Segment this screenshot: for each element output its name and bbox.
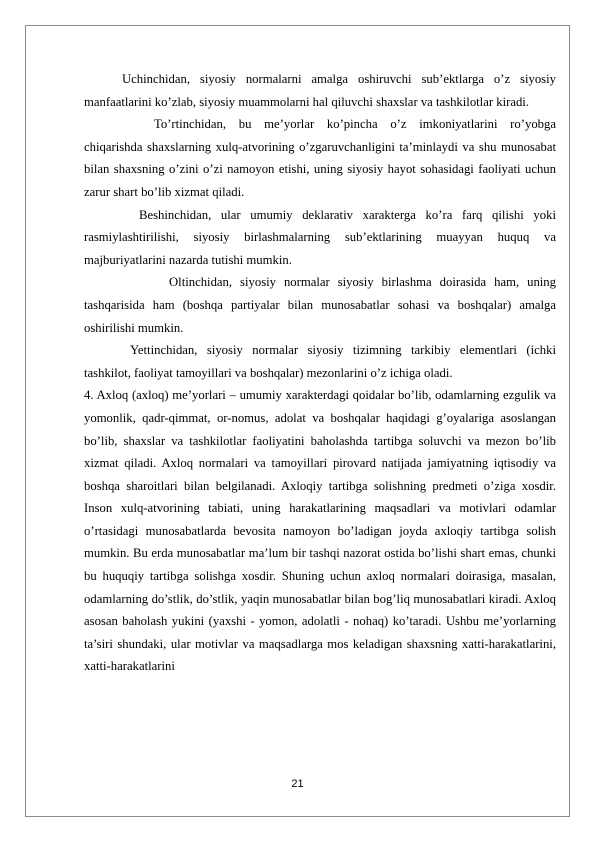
paragraph-tortinchidan: To’rtinchidan, bu me’yorlar ko’pincha o’z imkoniyatlarini ro’yobga chiqarishda shaxslarning xulq-atvorining o’zgaruvchanligini ta’minlaydi va shu munosabat bilan shaxsning o’zini o’zi namoyon etishi, uning siyosiy hayot sohasidagi faoliyati uchun zarur shart bo’lib xizmat qiladi.: [84, 117, 556, 199]
paragraph-beshinchidan: Beshinchidan, ular umumiy deklarativ xarakterga ko’ra farq qilishi yoki rasmiylashtirilishi, siyosiy birlashmalarning sub’ektlarining muayyan huquq va majburiyatlarini nazarda tutishi mumkin.: [84, 207, 556, 267]
document-body: [84, 68, 556, 678]
page-number: 21: [291, 778, 304, 790]
paragraph-oltinchidan: Oltinchidan, siyosiy normalar siyosiy birlashma doirasida ham, uning tashqarisida ham (boshqa partiyalar bilan munosabatlar sohasi va boshqalar) amalga oshirilishi mumkin.: [84, 275, 556, 335]
paragraph-uchinchidan: Uchinchidan, siyosiy normalarni amalga oshiruvchi sub’ektlarga o’z siyosiy manfaatlarini ko’zlab, siyosiy muammolarni hal qiluvchi shaxslar va tashkilotlar kiradi.: [84, 72, 556, 109]
paragraph-yettinchidan: Yettinchidan, siyosiy normalar siyosiy tizimning tarkibiy elementlari (ichki tashkilot, faoliyat tamoyillari va boshqalar) mezonlarini o’z ichiga oladi.: [84, 343, 556, 380]
paragraph-axloq-meyorlari: 4. Axloq (axloq) me’yorlari – umumiy xarakterdagi qoidalar bo’lib, odamlarning ezgulik va yomonlik, qadr-qimmat, or-nomus, adolat va boshqalar haqidagi g’oyalariga asoslangan bo’lib, shaxslar va tashkilotlar faoliyatini baholashda tartibga soluvchi va mezon bo’lib xizmat qiladi. Axloq normalari va tamoyillari pirovard natijada jamiyatning iqtisodiy va boshqa sharoitlari bilan belgilanadi. Axloqiy tartibga solishning predmeti o’ziga xosdir. Inson xulq-atvorining tabiati, uning harakatlarining maqsadlari va motivlari odamlar o’rtasidagi munosabatlarda bevosita namoyon bo’ladigan joyda axloqiy tartibga solish mumkin. Bu erda munosabatlar ma’lum bir tashqi nazorat ostida bo’lishi shart emas, chunki bu huquqiy tartibga solishga xosdir. Shuning uchun axloq normalari doirasiga, masalan, odamlarning do’stlik, do’stlik, yaqin munosabatlar bilan bog’liq munosabatlari kiradi. Axloq asosan baholash yukini (yaxshi - yomon, adolatli - nohaq) ko’taradi. Ushbu me’yorlarning ta’siri shundaki, ular motivlar va maqsadlarga mos keladigan shaxsning xatti-harakatlarini, xatti-harakatlarini: [84, 388, 556, 674]
